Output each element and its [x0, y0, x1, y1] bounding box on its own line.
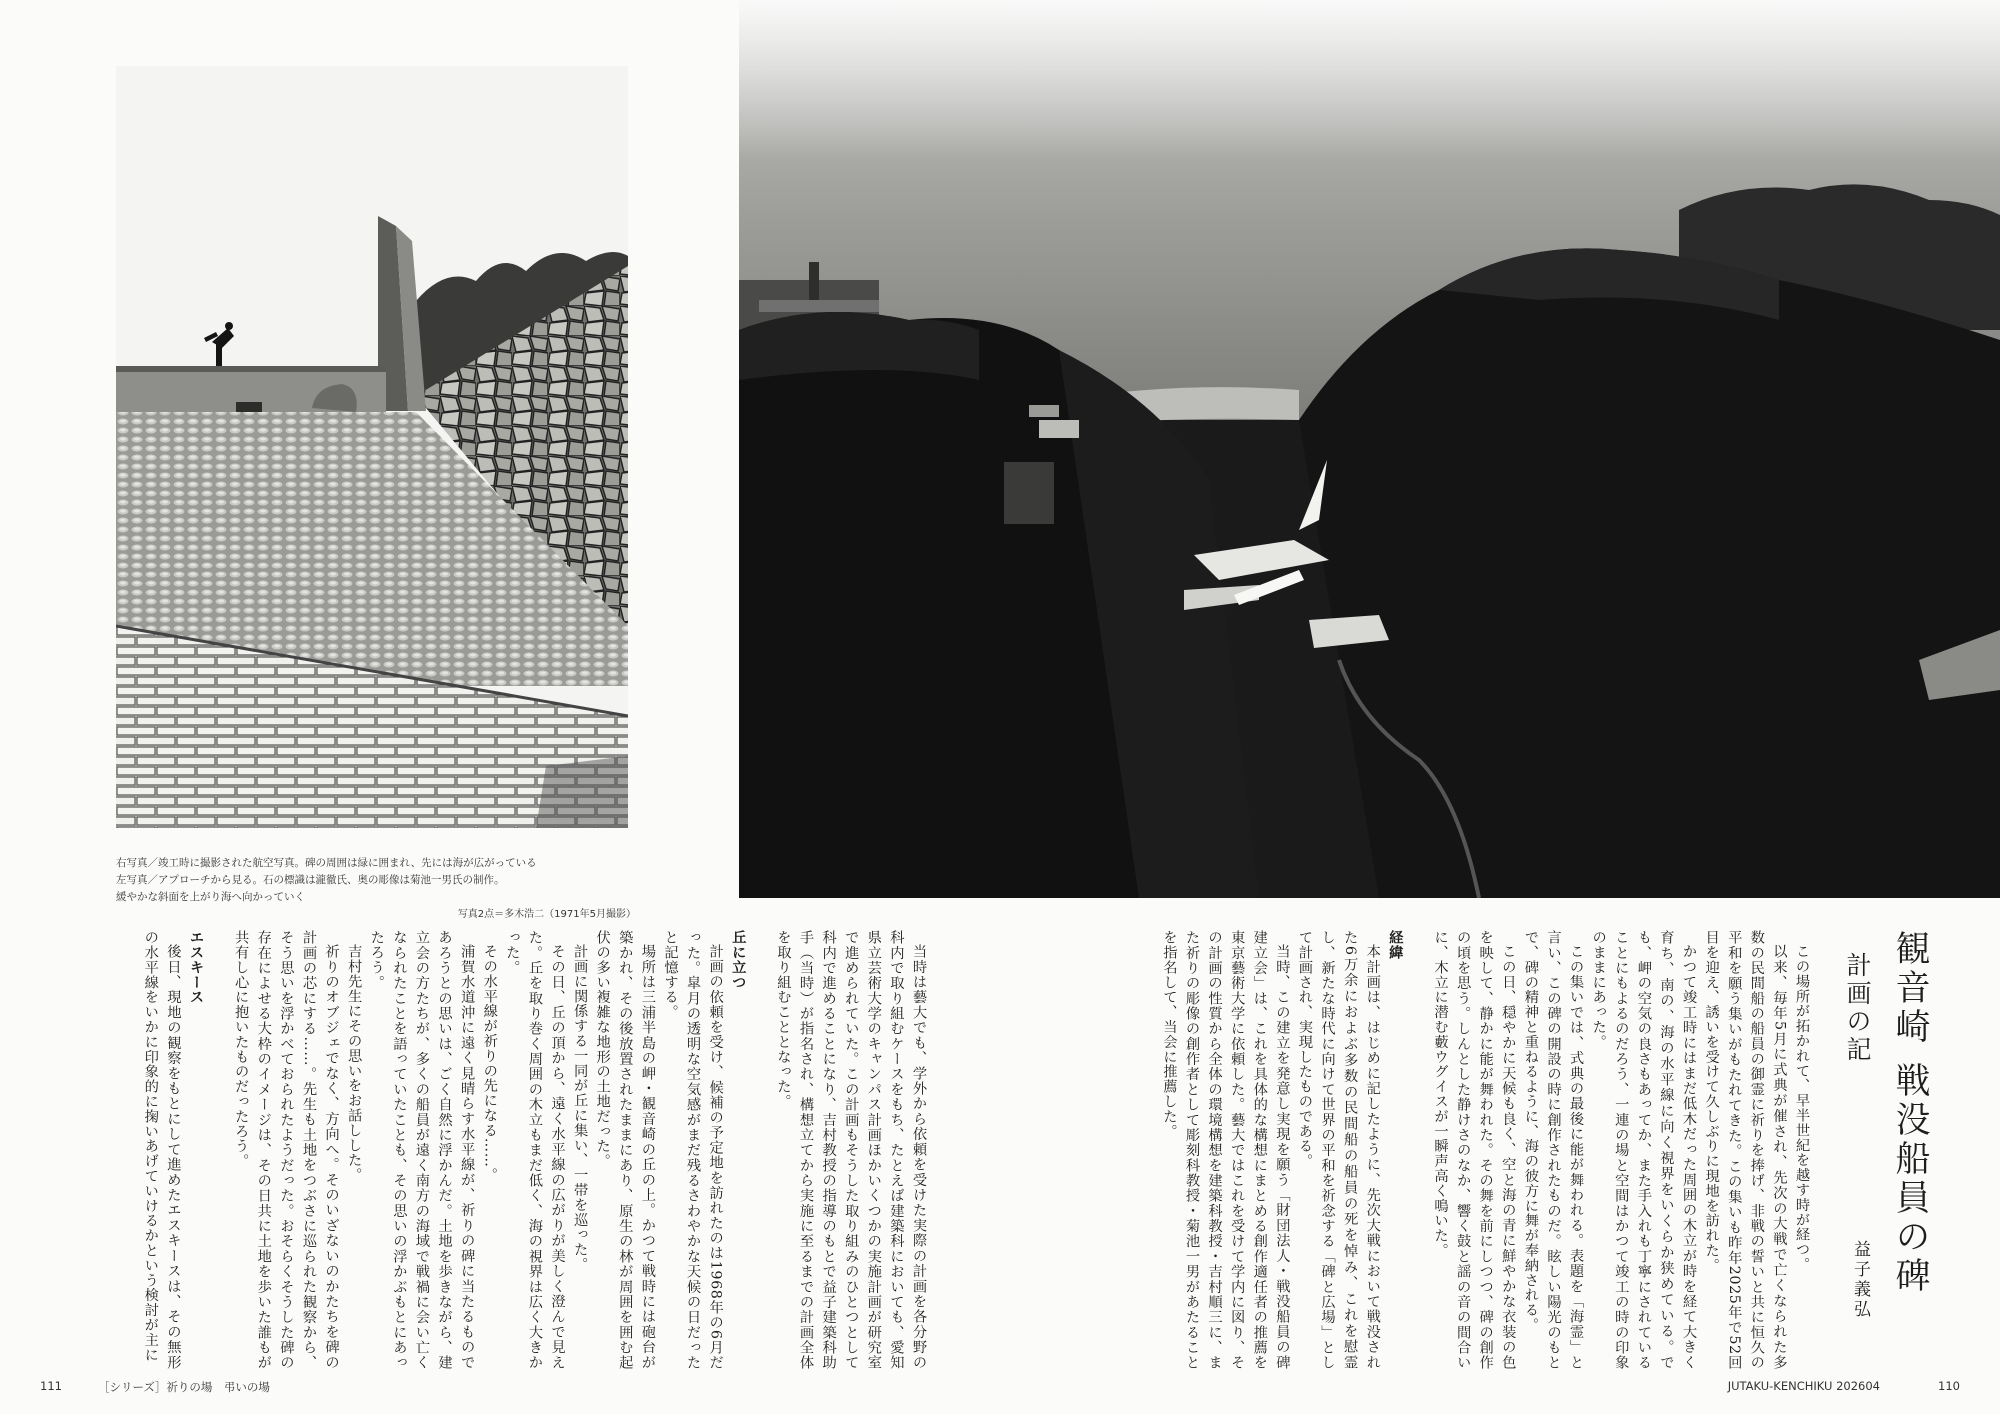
photo-caption: [116, 855, 636, 923]
body-paragraph: 以来、毎年5月に式典が催され、先次の大戦で亡くなられた多数の民間船の船員の御霊に祈りを捧げ、非戦の誓いと共に恒久の平和を願う集いがもたれてきた。この集いも昨年2025年で52回目を迎え、誘いを受けて久しぶりに現地を訪れた。: [1703, 930, 1788, 1370]
body-paragraph: 場所は三浦半島の岬・観音崎の丘の上。かつて戦時には砲台が築かれ、その後放置されたままにあり、原生の林が周囲を囲む起伏の多い複雑な地形の土地だった。: [594, 930, 656, 1370]
section-heading-oka: 丘に立つ: [730, 930, 747, 990]
author-name: 益子義弘: [1850, 1240, 1870, 1320]
body-paragraph: 祈りのオブジェでなく、方向へ。そのいざないのかたちを碑の計画の芯にする……。先生も土地をつぶさに巡られた観察から、そう思いを浮かべておられたようだった。おそらくそうした碑の存在によせる大枠のイメージは、その日共に土地を歩いた誰もが共有し心に抱いたものだったろう。: [233, 930, 340, 1370]
section-heading-keii: 経緯: [1387, 930, 1404, 960]
body-paragraph: 吉村先生にその思いをお話しした。: [346, 944, 363, 1183]
caption-line: 緩やかな斜面を上がり海へ向かっていく: [116, 891, 305, 903]
photo-credit: 写真2点＝多木浩二（1971年5月撮影）: [457, 909, 636, 920]
body-paragraph: この場所が拓かれて、早半世紀を越す時が経つ。: [1794, 944, 1810, 1273]
article-subtitle: 計画の記: [1843, 952, 1872, 1064]
body-paragraph: 浦賀水道沖に遠く見晴らす水平線が、祈りの碑に当たるものであろうとの思いは、ごく自然に浮かんだ。土地を歩きながら、建立会の方たちが、多くの船員が遠く南方の海域で戦禍に会い亡くなられたことを語っていたことも、その思いの浮かぶもとにあったろう。: [368, 930, 476, 1370]
body-paragraph: 当時は藝大でも、学外から依頼を受けた実際の計画を各分野の科内で取り組むケースをもち、たとえば建築科においても、愛知県立芸術大学のキャンパス計画ほかいくつかの実施計画が研究室で進められていた。この計画もそうした取り組みのひとつとして科内で進めることになり、吉村教授の指導のもとで益子建築科助手（当時）が指名され、構想立てから実施に至るまでの計画全体を取り組むこととなった。: [775, 930, 927, 1370]
aerial-photo: [739, 0, 2000, 898]
body-text-left-page: [60, 930, 930, 1370]
article-title: 観音崎 戦没船員の碑: [1890, 930, 1930, 1297]
article-title-block: [1825, 930, 1935, 1370]
section-heading-esquisse: エスキース: [188, 930, 204, 1005]
body-paragraph: この集いでは、式典の最後に能が舞われる。表題を「海霊」と言い、この碑の開設の時に創作されたものだ。眩しい陽光のもとで、碑の精神と重ねるように、海の彼方に舞が奉納される。: [1522, 930, 1585, 1370]
body-paragraph: 計画に関係する一同が丘に集い、一帯を巡った。: [572, 944, 589, 1273]
series-label: ［シリーズ］祈りの場 弔いの場: [98, 1380, 270, 1394]
body-text-right-page: [1095, 930, 1813, 1370]
body-paragraph: 本計画は、はじめに記したように、先次大戦において戦没された6万余におよぶ多数の民間船の船員の死を悼み、これを慰霊し、新たな時代に向けて世界の平和を祈念する「碑と広場」として計画され、実現したものである。: [1296, 930, 1381, 1370]
body-paragraph: かつて竣工時にはまだ低木だった周囲の木立が時を経て大きく育ち、南の、海の水平線に向く視界をいくらか狭めている。でも、岬の空気の良さもあってか、また手入れも丁寧にされていることにもよるのだろう、一連の場と空間はかつて竣工の時の印象のままにあった。: [1590, 930, 1698, 1370]
page-number-left: 111: [40, 1379, 62, 1393]
body-paragraph: 計画の依頼を受け、候補の予定地を訪れたのは1968年の6月だった。皐月の透明な空気感がまだ残るさわやかな天候の日だったと記憶する。: [662, 930, 724, 1370]
body-paragraph: その日、丘の頂から、遠く水平線の広がりが美しく澄んで見えた。丘を取り巻く周囲の木立もまだ低く、海の視界は広く大きかった。: [504, 930, 566, 1370]
body-paragraph: この日、穏やかに天候も良く、空と海の青に鮮やかな衣装の色を映して、静かに能が舞われた。その舞を前にしつつ、碑の創作の頃を思う。しんとした静けさのなか、響く鼓と謡の音の間合いに、木立に潜む藪ウグイスが一瞬声高く鳴いた。: [1432, 930, 1517, 1370]
caption-line: 右写真／竣工時に撮影された航空写真。碑の周囲は緑に囲まれ、先には海が広がっている: [116, 857, 537, 869]
body-paragraph: 当時、この建立を発意し実現を願う「財団法人・戦没船員の碑建立会」は、これを具体的な構想にまとめる創作適任者の推薦を東京藝術大学に依頼した。藝大ではこれを受けて学内に図り、その計画の性質から全体の環境構想を建築科教授・吉村順三に、また祈りの彫像の創作者として彫刻科教授・菊池一男があたることを指名して、当会に推薦した。: [1161, 930, 1291, 1370]
body-paragraph: 後日、現地の観察をもとにして進めたエスキースは、その無形の水平線をいかに印象的に掬いあげていけるかという検討が主に: [142, 930, 182, 1370]
caption-line: 左写真／アプローチから見る。石の標識は瀧徹氏、奥の彫像は菊池一男氏の制作。: [116, 874, 505, 886]
page-number-right: 110: [1938, 1379, 1960, 1393]
body-paragraph: その水平線が祈りの先になる……。: [481, 944, 498, 1183]
approach-photo: [116, 66, 628, 828]
magazine-label: JUTAKU-KENCHIKU 202604: [1727, 1379, 1880, 1393]
